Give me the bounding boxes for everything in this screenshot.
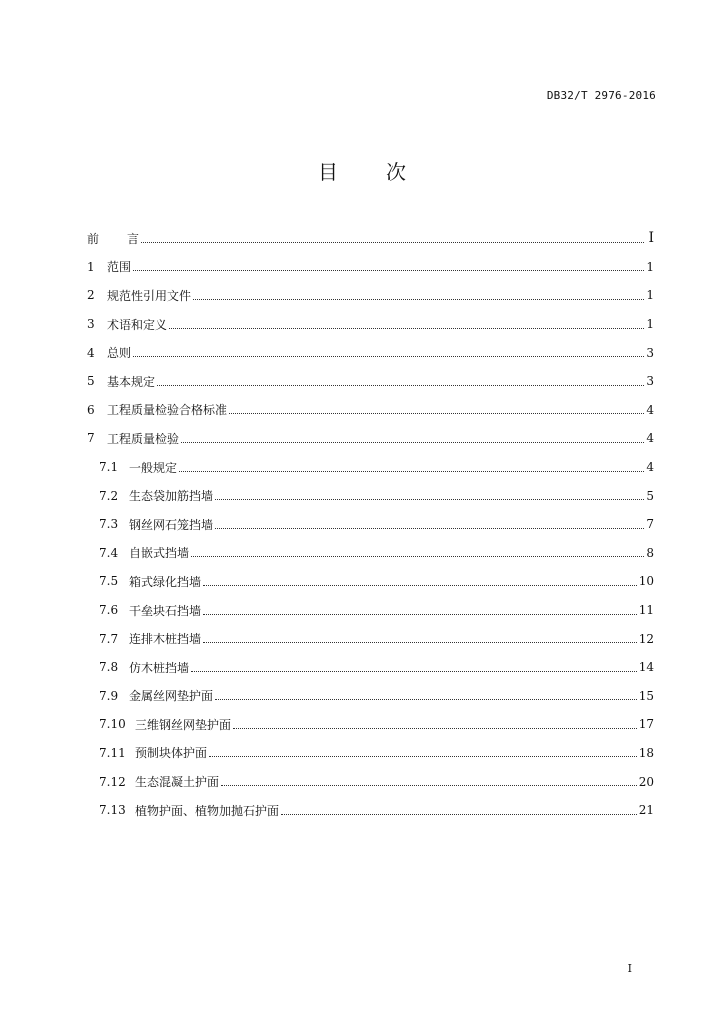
leader-dots xyxy=(141,234,644,243)
toc-entry[interactable] xyxy=(87,367,654,396)
toc-page-number: 3 xyxy=(646,374,654,389)
toc-subentry[interactable] xyxy=(87,567,654,596)
toc-label: 工程质量检验合格标准 xyxy=(107,403,228,418)
toc-page-number: 21 xyxy=(638,803,654,818)
leader-dots xyxy=(191,548,644,557)
toc-page-number: I xyxy=(648,230,654,247)
toc-page-number: 11 xyxy=(638,603,654,618)
toc-page-number: 1 xyxy=(646,317,654,332)
title-char-2: 次 xyxy=(386,160,406,184)
toc-subentry[interactable] xyxy=(87,682,654,711)
toc-number: 7.12 xyxy=(99,774,126,789)
toc-number: 7.11 xyxy=(99,745,126,760)
toc-subentry[interactable] xyxy=(87,539,654,568)
toc-page-number: 4 xyxy=(646,460,654,475)
toc-number: 7.5 xyxy=(99,574,119,589)
toc-label: 基本规定 xyxy=(107,374,156,389)
toc-label: 钢丝网石笼挡墙 xyxy=(129,517,214,532)
leader-dots xyxy=(203,577,637,586)
toc-label: 规范性引用文件 xyxy=(107,288,192,303)
toc-number: 7.2 xyxy=(99,488,119,503)
leader-dots xyxy=(215,491,644,500)
toc-number: 7.10 xyxy=(99,717,126,732)
toc-entry[interactable] xyxy=(87,424,654,453)
leader-dots xyxy=(209,748,637,757)
toc-label: 一般规定 xyxy=(129,460,178,475)
toc-label: 连排木桩挡墙 xyxy=(129,632,202,647)
toc-page-number: 20 xyxy=(638,774,654,789)
toc-page-number: 18 xyxy=(638,745,654,760)
leader-dots xyxy=(203,634,637,643)
toc-label: 植物护面、植物加抛石护面 xyxy=(135,803,280,818)
toc-label: 箱式绿化挡墙 xyxy=(129,574,202,589)
toc-page-number: 7 xyxy=(646,517,654,532)
toc-number: 7.4 xyxy=(99,545,119,560)
toc-page-number: 17 xyxy=(638,717,654,732)
toc-label: 预制块体护面 xyxy=(135,746,208,761)
toc-page-number: 4 xyxy=(646,431,654,446)
toc-subentry[interactable] xyxy=(87,710,654,739)
toc-number: 7.13 xyxy=(99,803,126,818)
toc-page-number: 14 xyxy=(638,660,654,675)
leader-dots xyxy=(215,691,637,700)
toc-page-number: 3 xyxy=(646,345,654,360)
toc-number: 3 xyxy=(87,317,95,332)
toc-number: 4 xyxy=(87,345,95,360)
leader-dots xyxy=(191,663,637,672)
leader-dots xyxy=(203,606,637,615)
toc-page-number: 15 xyxy=(638,688,654,703)
toc-label: 总则 xyxy=(107,346,132,361)
title-char-1: 目 xyxy=(318,160,338,184)
toc-page-number: 1 xyxy=(646,288,654,303)
toc-entry-preface[interactable] xyxy=(87,224,654,253)
toc-entry[interactable] xyxy=(87,396,654,425)
toc-entry[interactable] xyxy=(87,310,654,339)
leader-dots xyxy=(157,377,644,386)
toc-subentry[interactable] xyxy=(87,510,654,539)
toc-label: 生态袋加筋挡墙 xyxy=(129,489,214,504)
toc-number: 7.1 xyxy=(99,460,119,475)
toc-number: 7.7 xyxy=(99,631,119,646)
toc-page-number: 1 xyxy=(646,259,654,274)
toc-subentry[interactable] xyxy=(87,481,654,510)
toc-number: 7 xyxy=(87,431,95,446)
leader-dots xyxy=(133,262,644,271)
toc-subentry[interactable] xyxy=(87,767,654,796)
toc-subentry[interactable] xyxy=(87,453,654,482)
toc-number: 1 xyxy=(87,259,95,274)
toc-page-number: 8 xyxy=(646,545,654,560)
leader-dots xyxy=(281,806,637,815)
toc-number: 7.8 xyxy=(99,660,119,675)
toc-number: 7.9 xyxy=(99,688,119,703)
toc-label: 术语和定义 xyxy=(107,317,168,332)
page-title xyxy=(0,156,724,185)
toc-subentry[interactable] xyxy=(87,739,654,768)
preface-label-1: 前 xyxy=(87,231,100,246)
toc-page-number: 10 xyxy=(638,574,654,589)
toc-entry[interactable] xyxy=(87,253,654,282)
toc-number: 6 xyxy=(87,402,95,417)
footer-page-number: I xyxy=(627,962,632,975)
toc-number: 2 xyxy=(87,288,95,303)
toc-label: 范围 xyxy=(107,260,132,275)
leader-dots xyxy=(229,405,644,414)
toc-label: 干垒块石挡墙 xyxy=(129,603,202,618)
leader-dots xyxy=(215,520,644,529)
toc-number: 7.6 xyxy=(99,603,119,618)
toc-page-number: 5 xyxy=(646,488,654,503)
toc-subentry[interactable] xyxy=(87,596,654,625)
toc-entry[interactable] xyxy=(87,338,654,367)
toc-label: 生态混凝土护面 xyxy=(135,775,220,790)
toc-number: 5 xyxy=(87,374,95,389)
toc-subentry[interactable] xyxy=(87,796,654,825)
toc-label: 金属丝网垫护面 xyxy=(129,689,214,704)
preface-label-2: 言 xyxy=(127,231,140,246)
leader-dots xyxy=(233,720,637,729)
toc-page-number: 4 xyxy=(646,402,654,417)
leader-dots xyxy=(193,291,644,300)
toc-label: 自嵌式挡墙 xyxy=(129,546,190,561)
leader-dots xyxy=(181,434,644,443)
toc-label: 工程质量检验 xyxy=(107,431,180,446)
toc-entry[interactable] xyxy=(87,281,654,310)
standard-code: DB32/T 2976-2016 xyxy=(546,89,656,102)
toc-subentry[interactable] xyxy=(87,624,654,653)
toc-label: 三维钢丝网垫护面 xyxy=(135,717,232,732)
leader-dots xyxy=(133,348,644,357)
leader-dots xyxy=(179,463,644,472)
toc-label: 仿木桩挡墙 xyxy=(129,660,190,675)
leader-dots xyxy=(221,777,637,786)
leader-dots xyxy=(169,320,644,329)
table-of-contents xyxy=(87,224,654,824)
toc-number: 7.3 xyxy=(99,517,119,532)
toc-subentry[interactable] xyxy=(87,653,654,682)
toc-page-number: 12 xyxy=(638,631,654,646)
